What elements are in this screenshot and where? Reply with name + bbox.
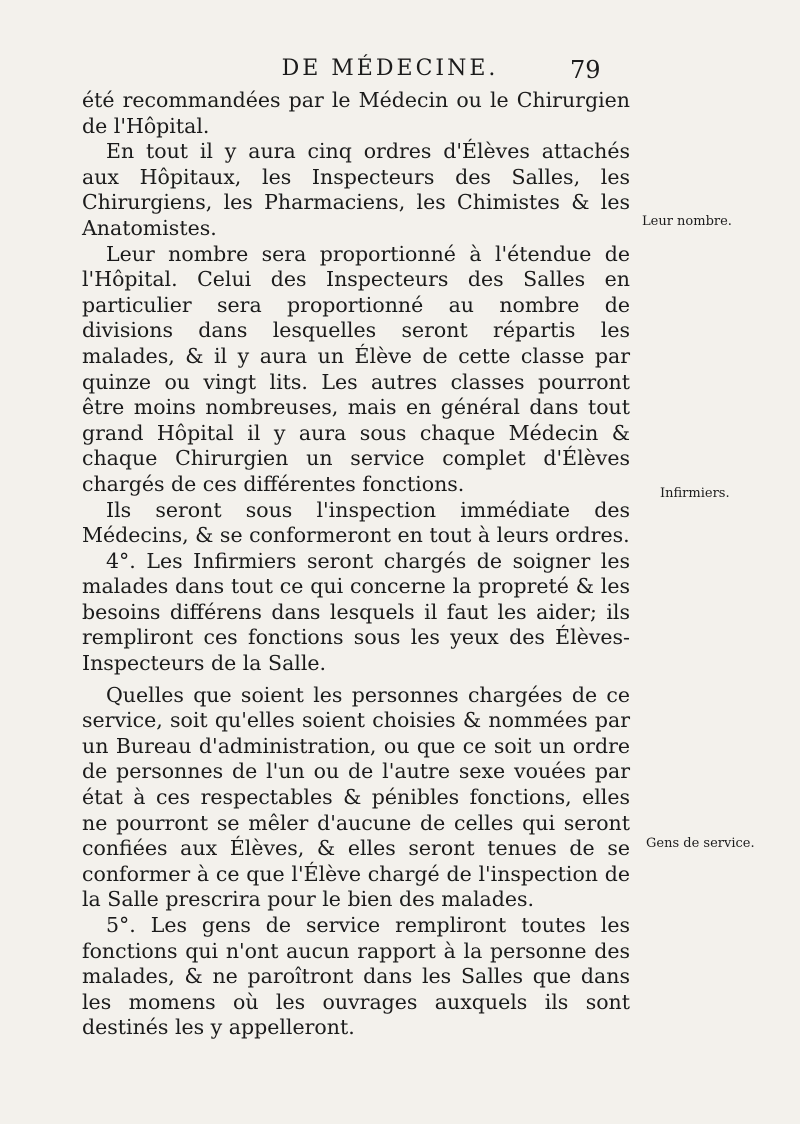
margin-note-leur-nombre: Leur nombre.: [642, 214, 732, 229]
page-number: 79: [570, 56, 601, 84]
paragraph-4: Ils seront sous l'inspection immédiate des Médecins, & se conformeront en tout à leurs ordres.: [82, 497, 630, 548]
paragraph-1: été recommandées par le Médecin ou le Chirurgien de l'Hôpital.: [82, 88, 630, 138]
running-title: DE MÉDECINE.: [281, 56, 499, 81]
margin-note-infirmiers: Infirmiers.: [660, 486, 730, 501]
paragraph-3: Leur nombre sera proportionné à l'étendue de l'Hôpital. Celui des Inspecteurs des Salles en particulier sera proportionné au nombre de divisions dans lesquelles seront répartis les malades, & il y aura un Élève de cette classe par quinze ou vingt lits. Les autres classes pourront être moins nombreuses, mais en général dans tout grand Hôpital il y aura sous chaque Médecin & chaque Chirurgien un service complet d'Élèves chargés de ces différentes fonctions.: [82, 241, 630, 496]
margin-note-gens-de-service: Gens de service.: [646, 836, 755, 851]
body-text: [82, 88, 630, 1041]
paragraph-5: 4°. Les Infirmiers seront chargés de soigner les malades dans tout ce qui concerne la propreté & les besoins différens dans lesquels il faut les aider; ils rempliront ces fonctions sous les yeux des Élèves-Inspecteurs de la Salle.: [82, 548, 630, 676]
paragraph-7: 5°. Les gens de service rempliront toutes les fonctions qui n'ont aucun rapport à la personne des malades, & ne paroîtront dans les Salles que dans les momens où les ouvrages auxquels ils sont destinés les y appelleront.: [82, 913, 630, 1040]
paragraph-2: En tout il y aura cinq ordres d'Élèves attachés aux Hôpitaux, les Inspecteurs des Salles, les Chirurgiens, les Pharmaciens, les Chimistes & les Anatomistes.: [82, 139, 630, 240]
paragraph-6: Quelles que soient les personnes chargées de ce service, soit qu'elles soient choisies & nommées par un Bureau d'administration, ou que ce soit un ordre de personnes de l'un ou de l'autre sexe vouées par état à ces respectables & pénibles fonctions, elles ne pourront se mêler d'aucune de celles qui seront confiées aux Élèves, & elles seront tenues de se conformer à ce que l'Élève chargé de l'inspection de la Salle prescrira pour le bien des malades.: [82, 682, 630, 912]
